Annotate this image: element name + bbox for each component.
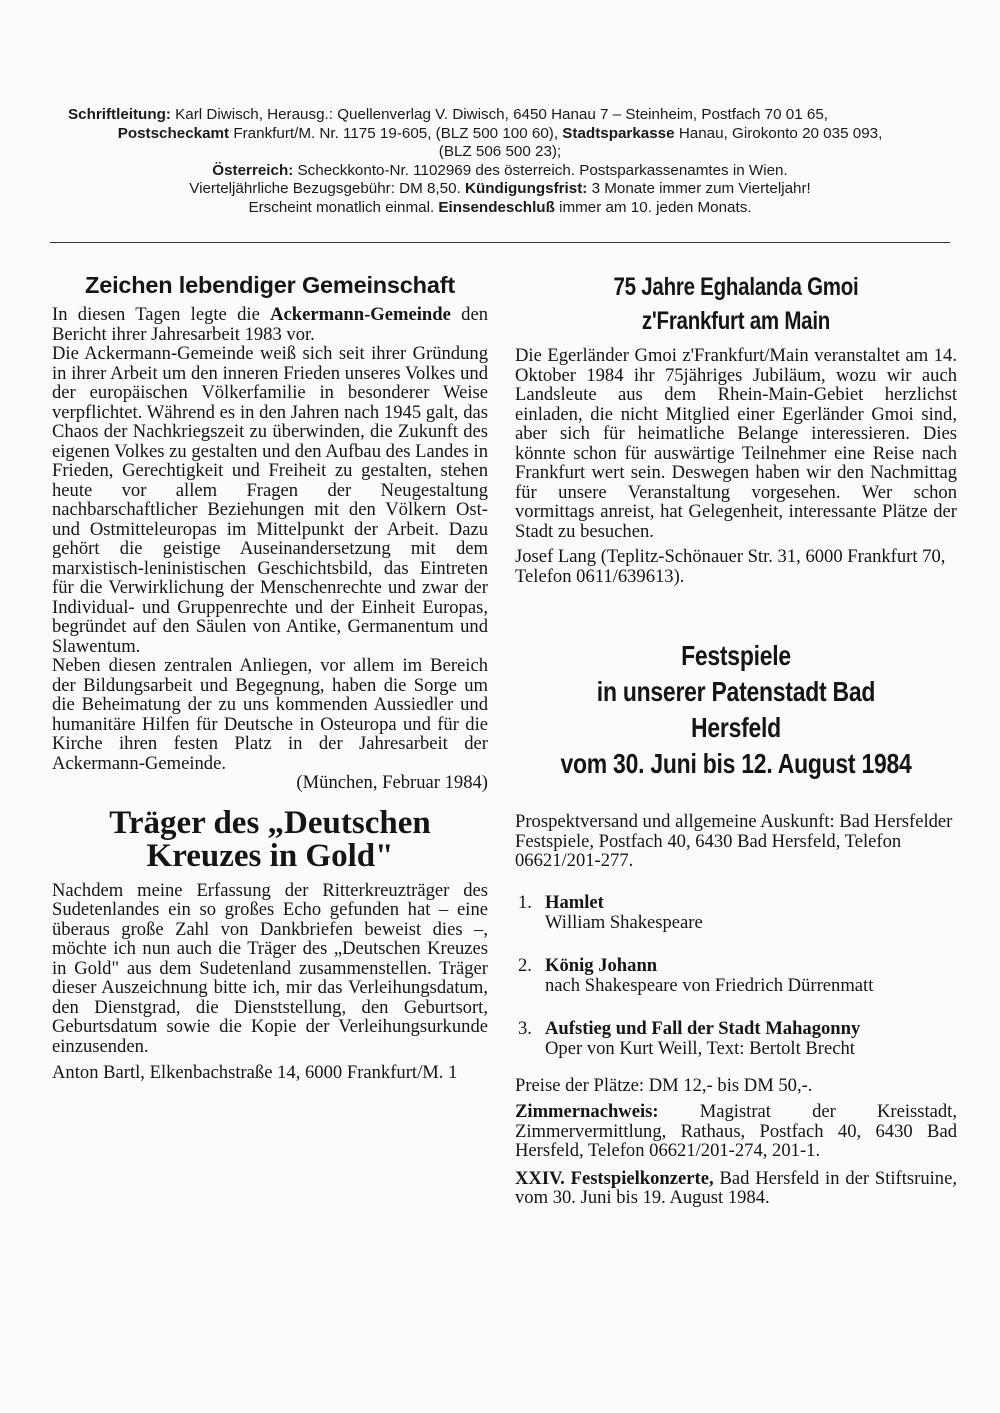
list-content: [545, 893, 703, 933]
masthead-label-kuendigungsfrist: Kündigungsfrist:: [465, 180, 588, 198]
room-info: [515, 1102, 957, 1161]
list-item: [515, 893, 957, 933]
title-line: Kreuzes in Gold": [146, 837, 394, 874]
masthead-label-stadtsparkasse: Stadtsparkasse: [562, 124, 675, 142]
article-title-eghalanda: [555, 270, 917, 338]
masthead-line-4: [50, 162, 950, 181]
title-line: vom 30. Juni bis 12. August 1984: [560, 748, 912, 779]
price-info: Preise der Plätze: DM 12,- bis DM 50,-.: [515, 1074, 813, 1096]
text-run: den Bericht ihrer Jahresarbeit 1983 vor.: [52, 304, 488, 345]
play-list: [515, 893, 957, 1059]
list-content: [545, 956, 873, 996]
masthead-text: Vierteljährliche Bezugsgebühr: DM 8,50.: [189, 180, 466, 198]
masthead-line-3: [50, 143, 950, 162]
bold-run: Zimmernachweis:: [515, 1101, 659, 1122]
title-line: z'Frankfurt am Main: [641, 307, 831, 335]
masthead-text: Hanau, Girokonto 20 035 093,: [674, 124, 883, 142]
play-title: Aufstieg und Fall der Stadt Mahagonny: [545, 1017, 861, 1039]
article-intro: Prospektversand und allgemeine Auskunft: Bad Hersfelder Festspiele, Postfach 40, 6430 Bad Hersfeld, Telefon 06621/201-277.: [515, 811, 953, 871]
article-contact: Josef Lang (Teplitz-Schönauer Str. 31, 6000 Frankfurt 70, Telefon 0611/639613).: [515, 546, 946, 587]
title-line: Träger des „Deutschen: [109, 804, 431, 841]
article-paragraph: Nachdem meine Erfassung der Ritterkreuzträger des Sudetenlandes ein so großes Echo gefunden hat – eine überaus große Zahl von Dankbriefen beweist dies –, möchte ich nun auch die Träger des „Deutschen Kreuzes in Gold" aus dem Sudetenland zusammenstellen. Träger dieser Auszeichnung bitte ich, mir das Verleihungsdatum, den Dienstgrad, die Dienststellung, den Geburtsort, Geburtsdatum sowie die Kopie der Verleihungsurkunde einzusenden.: [52, 879, 488, 1057]
play-author: nach Shakespeare von Friedrich Dürrenmatt: [545, 974, 874, 996]
text-run: In diesen Tagen legte die: [52, 304, 271, 325]
masthead-text: Karl Diwisch, Herausg.: Quellenverlag V. Diwisch, 6450 Hanau 7 – Steinheim, Postfach 70 01 65,: [170, 106, 829, 123]
masthead-label-oesterreich: Österreich:: [212, 161, 294, 179]
left-column: [52, 270, 488, 1083]
list-content: [545, 1019, 860, 1059]
article-paragraph: Neben diesen zentralen Anliegen, vor allem im Bereich der Bildungsarbeit und Begegnung, haben die Sorge um die Beheimatung der zu uns kommenden Aussiedler und humanitäre Hilfen für Deutsche in Osteuropa und für die Kirche ihren festen Platz in der Jahresarbeit der Ackermann-Gemeinde.: [52, 655, 488, 774]
article-paragraph: Die Ackermann-Gemeinde weiß sich seit ihrer Gründung in ihrer Arbeit um den inneren Frieden unseres Volkes und der europäischen Völkerfamilie in besonderer Weise verpflichtet. Während es in den Jahren nach 1945 galt, das Chaos der Nachkriegszeit zu überwinden, die Zukunft des eigenen Volkes zu gestalten und den Aufbau des Landes in Frieden, Gerechtigkeit und Freiheit zu gestalten, stehen heute vor allem Fragen der Neugestaltung nachbarschaftlicher Beziehungen mit den Völkern Ost- und Ostmitteleuropas im Mittelpunkt der Arbeit. Dazu gehört die geistige Auseinandersetzung mit dem marxistisch-leninistischen Geschichtsbild, das Eintreten für die Verwirklichung der Menschenrechte und zwar der Individual- und Gruppenrechte und der Einheit Europas, begründet auf den Säulen von Antike, Germanentum und Slawentum.: [52, 343, 488, 657]
play-title: Hamlet: [545, 891, 604, 913]
masthead-text: 3 Monate immer zum Vierteljahr!: [587, 180, 811, 198]
article-signature: Anton Bartl, Elkenbachstraße 14, 6000 Frankfurt/M. 1: [52, 1062, 458, 1083]
article-title-gemeinschaft: Zeichen lebendiger Gemeinschaft: [85, 272, 455, 298]
masthead-line-6: [50, 199, 950, 218]
title-line: in unserer Patenstadt Bad Hersfeld: [596, 676, 876, 743]
masthead-text: Scheckkonto-Nr. 1102969 des österreich. Postsparkassenamtes in Wien.: [293, 161, 788, 179]
list-number: 3.: [518, 1017, 532, 1039]
masthead-text: (BLZ 506 500 23);: [438, 143, 562, 161]
list-item: [515, 956, 957, 996]
bold-run: XXIV. Festspielkonzerte,: [515, 1167, 714, 1189]
masthead-label-schriftleitung: Schriftleitung:: [68, 106, 171, 123]
masthead-text: immer am 10. jeden Monats.: [554, 198, 752, 216]
article-paragraph: Die Egerländer Gmoi z'Frankfurt/Main veranstaltet am 14. Oktober 1984 ihr 75jähriges Jubiläum, wozu wir auch Landsleute aus dem Rhein-Main-Gebiet herzlichst einladen, die nicht Mitglied einer Egerländer Gmoi sind, aber sich für heimatliche Belange interessieren. Dies könnte schon für auswärtige Teilnehmer eine Reise nach Frankfurt wert sein. Deswegen haben wir den Nachmittag für unsere Veranstaltung vorgesehen. Wer schon vormittags anreist, hat Gelegenheit, interessante Plätze der Stadt zu besuchen.: [515, 345, 957, 542]
play-author: William Shakespeare: [545, 911, 703, 933]
play-title: König Johann: [545, 954, 658, 976]
article-title-festspiele: [555, 638, 917, 782]
text-run: Magistrat der Kreisstadt, Zimmervermittlung, Rathaus, Postfach 40, 6430 Bad Hersfeld, Telefon 06621/201-274, 201-1.: [515, 1101, 957, 1161]
right-column: [515, 270, 957, 1208]
article-title-deutsches-kreuz: [52, 804, 488, 874]
list-number: 2.: [518, 954, 532, 976]
article-source: (München, Februar 1984): [296, 772, 488, 793]
masthead: [50, 106, 950, 218]
masthead-line-5: [50, 180, 950, 199]
play-author: Oper von Kurt Weill, Text: Bertolt Brecht: [545, 1037, 855, 1059]
concert-info: [515, 1169, 957, 1208]
article-paragraph: [52, 305, 488, 344]
title-line: Festspiele: [681, 640, 791, 671]
masthead-divider: [50, 242, 950, 243]
list-number: 1.: [518, 891, 532, 913]
masthead-text: Frankfurt/M. Nr. 1175 19-605, (BLZ 500 100 60),: [229, 124, 563, 142]
masthead-line-1: [50, 106, 950, 125]
masthead-text: Erscheint monatlich einmal.: [248, 198, 439, 216]
masthead-label-einsendeschluss: Einsendeschluß: [438, 198, 555, 216]
title-line: 75 Jahre Eghalanda Gmoi: [613, 273, 859, 301]
bold-run: Ackermann-Gemeinde: [270, 304, 451, 325]
list-item: [515, 1019, 957, 1059]
text-run: Bad Hersfeld in der Stiftsruine, vom 30. Juni bis 19. August 1984.: [515, 1167, 957, 1208]
masthead-label-postscheckamt: Postscheckamt: [117, 124, 230, 142]
masthead-line-2: [50, 125, 950, 144]
